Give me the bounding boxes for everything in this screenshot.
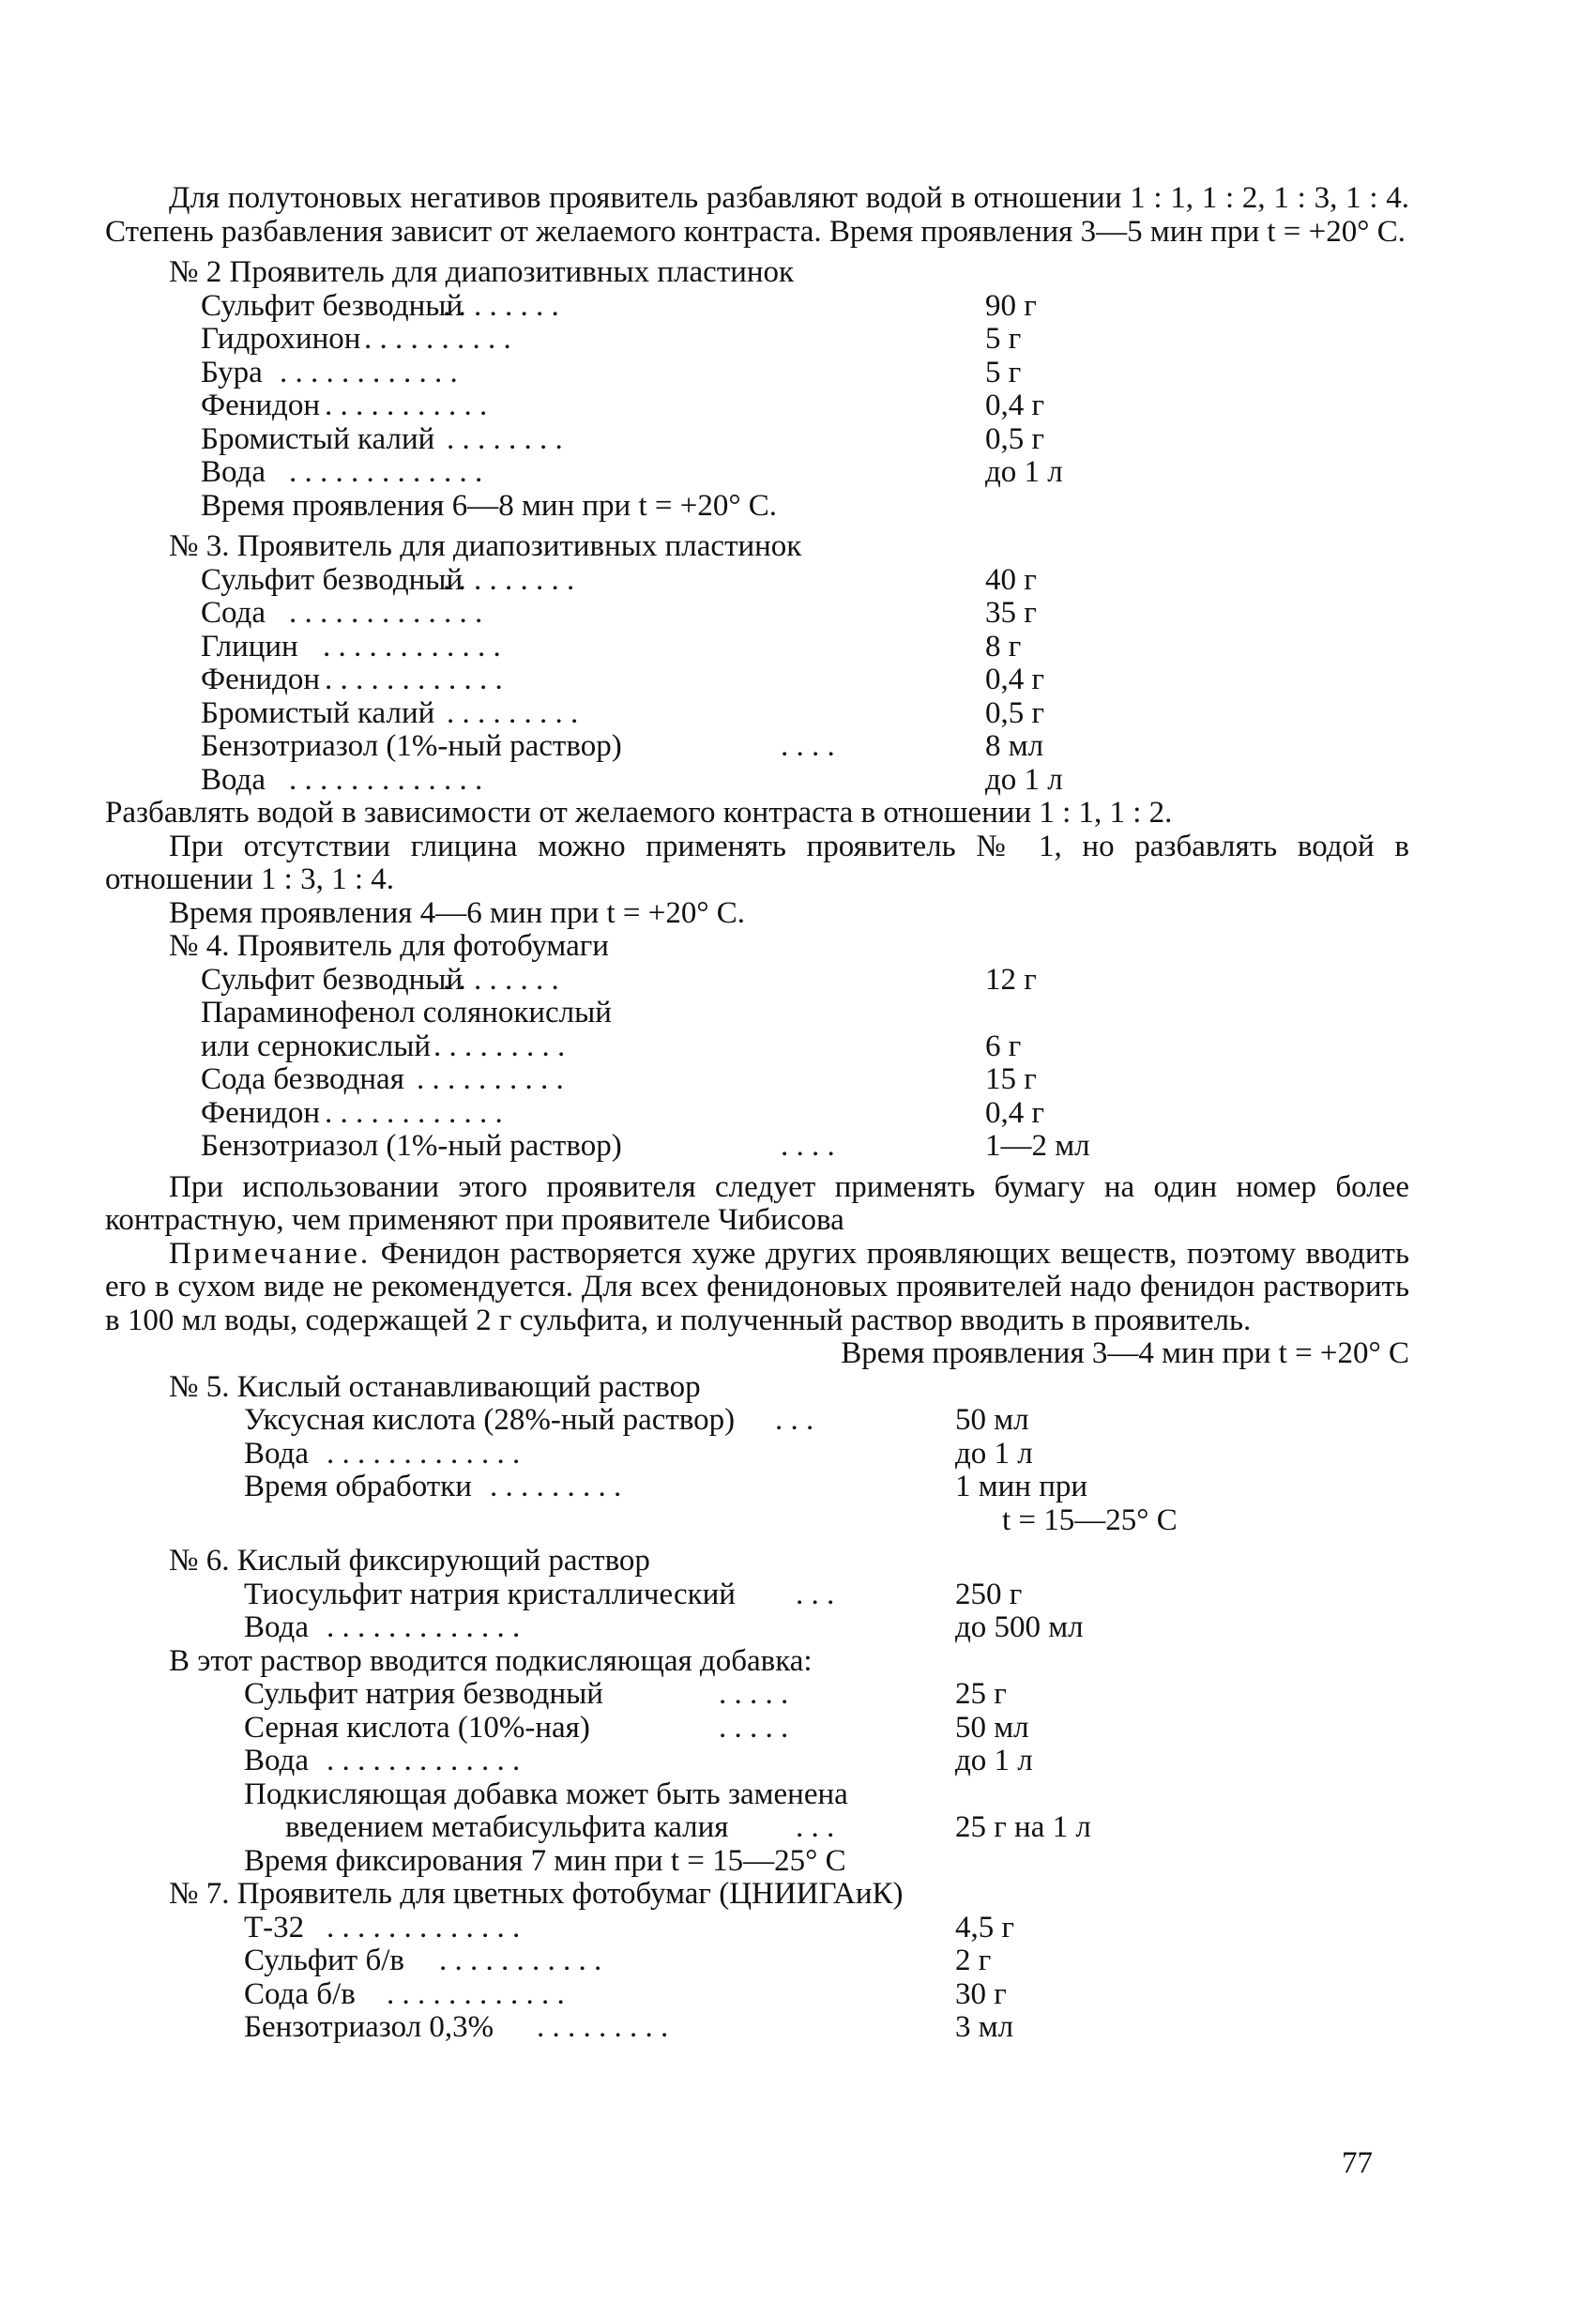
leader-dots: . . . xyxy=(796,1577,835,1611)
leader-dots: . . . . . . . . . . . . xyxy=(325,1095,503,1130)
ingredient-amount: до 1 л xyxy=(985,455,1063,489)
recipe-6 xyxy=(105,1545,1409,1878)
ingredient-amount: 25 г xyxy=(955,1677,1007,1711)
ingredient-row xyxy=(105,1063,1409,1097)
ingredient-row xyxy=(105,1438,1409,1472)
ingredient-name: Сода безводная xyxy=(201,1062,404,1096)
ingredient-amount: 6 г xyxy=(985,1029,1022,1063)
ingredient-row xyxy=(105,564,1409,598)
fixing-time: Время фиксирования 7 мин при t = 15—25° С xyxy=(244,1843,846,1878)
recipe-title: № 3. Проявитель для диапозитивных пластинок xyxy=(169,529,802,563)
leader-dots: . . . . . . . . . . . . xyxy=(325,663,503,696)
ingredient-row xyxy=(105,597,1409,631)
leader-dots: . . . . . . . . . . . . . xyxy=(289,762,483,797)
ingredient-row xyxy=(105,1745,1409,1778)
ingredient-name: Сульфит безводный xyxy=(201,962,464,997)
ingredient-row xyxy=(105,423,1409,457)
ingredient-amount: 8 г xyxy=(985,629,1022,663)
ingredient-amount: 50 мл xyxy=(955,1403,1029,1437)
ingredient-name: Время обработки xyxy=(244,1470,472,1503)
ingredient-name: Бромистый калий xyxy=(201,421,435,456)
ingredient-row xyxy=(105,1471,1409,1504)
leader-dots: . . . . . xyxy=(719,1677,789,1711)
ingredient-amount: 0,4 г xyxy=(985,1095,1045,1130)
leader-dots: . . . . xyxy=(781,729,835,763)
leader-dots: . . . . . . . . . . . . xyxy=(387,1976,565,2011)
ingredient-row xyxy=(105,1611,1409,1645)
leader-dots: . . . . . . . . . xyxy=(447,695,579,730)
ingredient-row xyxy=(105,290,1409,324)
leader-dots: . . . . . . . . . xyxy=(490,1470,622,1503)
leader-dots: . . . . . . . . . . . . . xyxy=(327,1910,521,1944)
leader-dots: . . . . . . . . xyxy=(443,288,559,323)
ingredient-name: Сульфит натрия безводный xyxy=(244,1677,603,1711)
ingredient-row xyxy=(105,1944,1409,1978)
ingredient-name: Бензотриазол (1%-ный раствор) xyxy=(201,729,622,763)
ingredient-name: Т-32 xyxy=(244,1910,305,1944)
ingredient-name: Уксусная кислота (28%-ный раствор) xyxy=(244,1403,736,1437)
note-text: Фенидон растворяется хуже других проявляющих веществ, поэтому вводить его в сухом виде не рекомендуется. Для всех фенидоновых проявителей надо фенидон растворить в 100 мл воды, содержащей 2 г сульфита, и полученный раствор вводить в проявитель. xyxy=(105,1236,1409,1337)
development-time: Время проявления 3—4 мин при t = +20° С xyxy=(841,1336,1409,1370)
ingredient-row xyxy=(105,1912,1409,1945)
leader-dots: . . . . . . . . . . . . xyxy=(323,629,501,663)
ingredient-row xyxy=(105,1978,1409,2012)
leader-dots: . . . . . . . . xyxy=(447,421,563,456)
ingredient-row xyxy=(105,1097,1409,1131)
ingredient-name: Фенидон xyxy=(201,663,320,696)
development-time: Время проявления 4—6 мин при t = +20° С. xyxy=(169,895,746,930)
leader-dots: . . . . . . . . xyxy=(443,962,559,997)
ingredient-name: Бура xyxy=(201,355,263,389)
ingredient-row xyxy=(105,389,1409,423)
leader-dots: . . . . . xyxy=(719,1710,789,1745)
ingredient-amount: до 1 л xyxy=(985,762,1063,797)
ingredient-amount: 0,4 г xyxy=(985,663,1045,696)
recipe-4 xyxy=(105,930,1409,1371)
leader-dots: . . . . . . . . . . . xyxy=(325,389,488,422)
ingredient-name: Серная кислота (10%-ная) xyxy=(244,1710,590,1745)
ingredient-name: Тиосульфит натрия кристаллический xyxy=(244,1577,736,1611)
leader-dots: . . . xyxy=(796,1810,835,1844)
ingredient-name: Фенидон xyxy=(201,1095,320,1130)
ingredient-row xyxy=(105,1712,1409,1746)
ingredient-row xyxy=(105,964,1409,998)
leader-dots: . . . . . . . . . . . . . xyxy=(327,1436,521,1471)
ingredient-amount: 25 г на 1 л xyxy=(955,1810,1091,1844)
ingredient-name: Фенидон xyxy=(201,389,320,422)
ingredient-row xyxy=(105,663,1409,697)
ingredient-name: Вода xyxy=(201,762,266,797)
recipe-title: № 2 Проявитель для диапозитивных пластинок xyxy=(169,255,795,289)
ingredient-amount: 3 мл xyxy=(955,2010,1014,2044)
ingredient-amount: 0,5 г xyxy=(985,695,1045,730)
ingredient-row xyxy=(105,1030,1409,1064)
fixing-time-row xyxy=(105,1845,1409,1879)
ingredient-amount: 1—2 мл xyxy=(985,1129,1090,1163)
recipe-2 xyxy=(105,256,1409,523)
ingredient-name: Глицин xyxy=(201,629,298,663)
ingredient-amount: 90 г xyxy=(985,288,1037,323)
ingredient-name: Сульфит безводный xyxy=(201,562,464,597)
ingredient-amount: 5 г xyxy=(985,355,1022,389)
substitute-line: Подкисляющая добавка может быть заменена xyxy=(244,1777,848,1811)
note-label: Примечание. xyxy=(169,1236,372,1271)
leader-dots: . . . . . . . . . xyxy=(433,1029,566,1063)
ingredient-amount: 2 г xyxy=(955,1944,992,1977)
leader-dots: . . . xyxy=(775,1403,814,1437)
leader-dots: . . . . . . . . . . . . xyxy=(280,355,458,389)
ingredient-amount: 8 мл xyxy=(985,729,1044,763)
recipe-7 xyxy=(105,1878,1409,2045)
ingredient-amount: 12 г xyxy=(985,962,1037,997)
ingredient-row xyxy=(105,1811,1409,1845)
recipe-title: № 7. Проявитель для цветных фотобумаг (ЦНИИГАиК) xyxy=(169,1877,904,1911)
intro-paragraph: Для полутоновых негативов проявитель разбавляют водой в отношении 1 : 1, 1 : 2, 1 : 3, 1 : 4. Степень разбавления зависит от желаемого контраста. Время проявления 3—5 мин при t = +20° С. xyxy=(105,181,1409,249)
ingredient-name: или сернокислый xyxy=(201,1029,432,1063)
glycin-paragraph: При отсутствии глицина можно применять проявитель № 1, но разбавлять водой в отношении 1 : 3, 1 : 4. xyxy=(105,829,1409,896)
additive-intro: В этот раствор вводится подкисляющая добавка: xyxy=(169,1643,813,1678)
ingredient-amount: до 1 л xyxy=(955,1436,1033,1471)
leader-dots: . . . . xyxy=(781,1129,835,1163)
time-range: t = 15—25° С xyxy=(1002,1502,1178,1537)
ingredient-amount: 30 г xyxy=(955,1976,1007,2011)
recipe-5 xyxy=(105,1371,1409,1538)
recipe-3 xyxy=(105,530,1409,930)
ingredient-name: Гидрохинон xyxy=(201,322,361,356)
ingredient-amount: 0,4 г xyxy=(985,389,1045,422)
ingredient-amount: 15 г xyxy=(985,1062,1037,1096)
note-paragraph xyxy=(105,1238,1409,1338)
leader-dots: . . . . . . . . . . xyxy=(364,322,511,356)
ingredient-row xyxy=(105,456,1409,490)
ingredient-name: Сода б/в xyxy=(244,1976,356,2011)
paper-paragraph: При использовании этого проявителя следует применять бумагу на один номер более контрастную, чем применяют при проявителе Чибисова xyxy=(105,1169,1409,1237)
ingredient-amount: 50 мл xyxy=(955,1710,1029,1745)
ingredient-name: Сода xyxy=(201,596,266,630)
ingredient-amount: до 500 мл xyxy=(955,1610,1084,1644)
ingredient-row xyxy=(105,730,1409,764)
leader-dots: . . . . . . . . . . . . . xyxy=(327,1744,521,1777)
ingredient-row xyxy=(105,2011,1409,2045)
leader-dots: . . . . . . . . . . . . . xyxy=(289,596,483,630)
ingredient-amount: 35 г xyxy=(985,596,1037,630)
ingredient-row xyxy=(105,1130,1409,1164)
ingredient-amount: 1 мин при xyxy=(955,1470,1088,1503)
ingredient-row xyxy=(105,764,1409,798)
ingredient-name: Сульфит б/в xyxy=(244,1944,405,1977)
recipe-title: № 6. Кислый фиксирующий раствор xyxy=(169,1544,650,1578)
time-continuation xyxy=(105,1504,1409,1538)
leader-dots: . . . . . . . . . . . xyxy=(439,1944,602,1977)
ingredient-row xyxy=(105,357,1409,390)
recipe-title: № 5. Кислый останавливающий раствор xyxy=(169,1369,701,1404)
ingredient-amount: 250 г xyxy=(955,1577,1023,1611)
ingredient-row xyxy=(105,1404,1409,1438)
ingredient-amount: 40 г xyxy=(985,562,1037,597)
leader-dots: . . . . . . . . . . xyxy=(417,1062,564,1096)
ingredient-row xyxy=(105,997,1409,1030)
leader-dots: . . . . . . . . . . . . . xyxy=(327,1610,521,1644)
dilution-paragraph: Разбавлять водой в зависимости от желаемого контраста в отношении 1 : 1, 1 : 2. xyxy=(105,796,1173,830)
ingredient-row xyxy=(105,1578,1409,1612)
ingredient-name: Бензотриазол (1%-ный раствор) xyxy=(201,1129,622,1163)
ingredient-row xyxy=(105,631,1409,664)
ingredient-amount: до 1 л xyxy=(955,1744,1033,1777)
ingredient-name: введением метабисульфита калия xyxy=(285,1810,729,1844)
ingredient-name: Вода xyxy=(201,455,266,489)
ingredient-name: Вода xyxy=(244,1610,309,1644)
leader-dots: . . . . . . . . . . . . . xyxy=(289,455,483,489)
ingredient-amount: 4,5 г xyxy=(955,1910,1015,1944)
ingredient-name: Бромистый калий xyxy=(201,695,435,730)
ingredient-name: Бензотриазол 0,3% xyxy=(244,2010,494,2044)
ingredient-row xyxy=(105,697,1409,731)
ingredient-row xyxy=(105,1678,1409,1712)
page-number: 77 xyxy=(1342,2146,1373,2180)
ingredient-name: Вода xyxy=(244,1744,309,1777)
ingredient-name: Сульфит безводный xyxy=(201,288,464,323)
ingredient-row xyxy=(105,323,1409,357)
leader-dots: . . . . . . . . . xyxy=(443,562,575,597)
page-content xyxy=(105,182,1409,2045)
ingredient-amount: 0,5 г xyxy=(985,421,1045,456)
recipe-title: № 4. Проявитель для фотобумаги xyxy=(169,929,609,963)
substitute-note xyxy=(105,1778,1409,1812)
ingredient-name: Параминофенол солянокислый xyxy=(201,996,612,1029)
development-time: Время проявления 6—8 мин при t = +20° С. xyxy=(201,488,778,523)
ingredient-name: Вода xyxy=(244,1436,309,1471)
ingredient-amount: 5 г xyxy=(985,322,1022,356)
leader-dots: . . . . . . . . . xyxy=(537,2010,669,2044)
